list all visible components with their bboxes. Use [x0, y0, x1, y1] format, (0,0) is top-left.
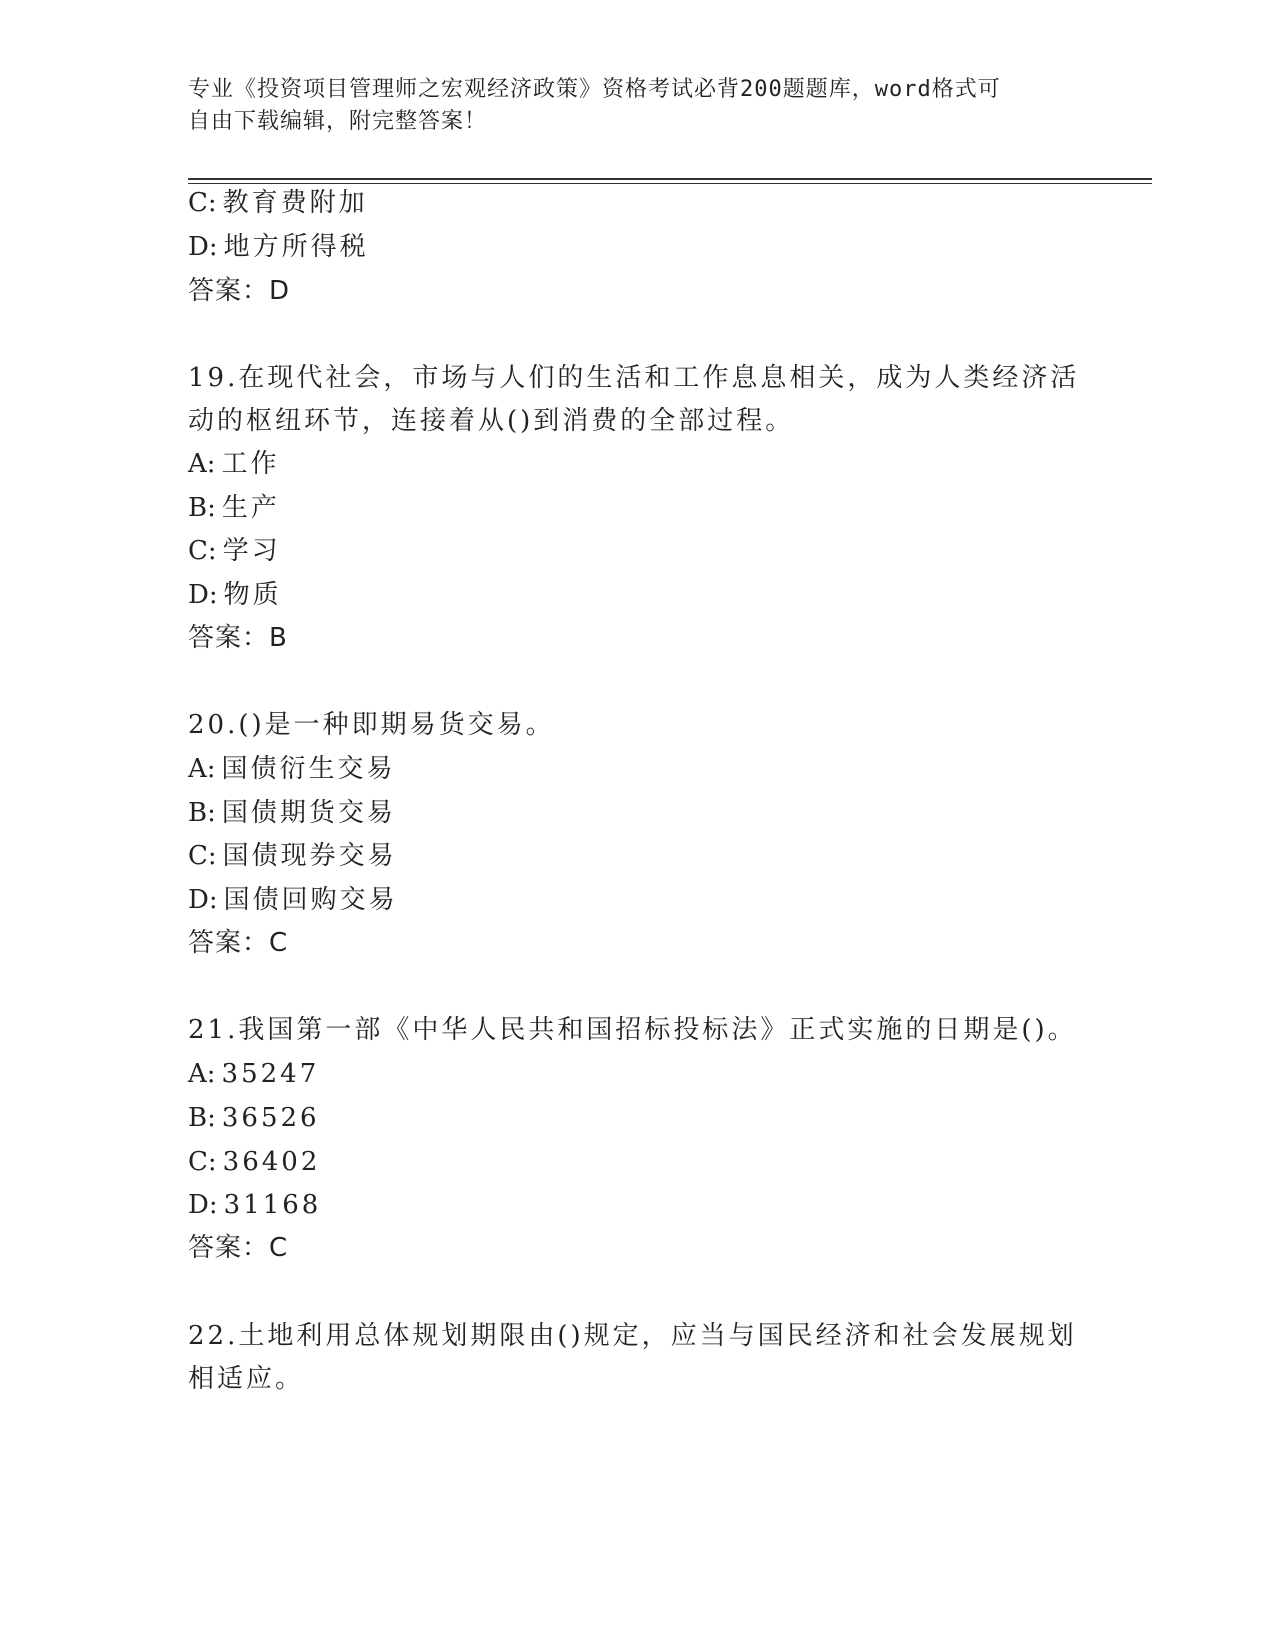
option-text: 地方所得税	[223, 232, 369, 262]
question-text-line: 21.我国第一部《中华人民共和国招标投标法》正式实施的日期是()。	[188, 1015, 1077, 1045]
option-item	[188, 1144, 320, 1180]
option-item	[188, 882, 398, 918]
option-key: C:	[188, 841, 217, 871]
option-key: D:	[188, 885, 218, 915]
question-text-line: 20.()是一种即期易货交易。	[188, 710, 555, 740]
option-item	[188, 229, 369, 265]
question-text-line: 22.土地利用总体规划期限由()规定，应当与国民经济和社会发展规划	[188, 1321, 1077, 1351]
option-key: A:	[188, 754, 216, 784]
option-key: A:	[188, 1059, 216, 1089]
option-text: 31168	[223, 1190, 322, 1220]
option-item	[188, 838, 397, 874]
option-item	[188, 1187, 321, 1223]
option-key: C:	[188, 1147, 217, 1177]
option-text: 国债期货交易	[221, 798, 396, 828]
option-text: 工作	[221, 449, 280, 479]
header-divider-thin	[188, 183, 1152, 184]
question-text-line: 动的枢纽环节，连接着从()到消费的全部过程。	[188, 406, 795, 436]
document-header	[188, 74, 1068, 138]
option-text: 36526	[221, 1103, 320, 1133]
option-key: B:	[188, 798, 216, 828]
option-key: C:	[188, 536, 217, 566]
option-key: D:	[188, 580, 218, 610]
option-key: B:	[188, 1103, 216, 1133]
option-text: 国债现券交易	[222, 841, 397, 871]
option-text: 国债回购交易	[223, 885, 398, 915]
option-item	[188, 533, 281, 569]
option-item	[188, 490, 280, 526]
option-text: 35247	[221, 1059, 320, 1089]
option-key: B:	[188, 493, 216, 523]
question-text-line: 相适应。	[188, 1364, 305, 1394]
header-line-2: 自由下载编辑，附完整答案！	[188, 109, 488, 134]
question-text-line: 19.在现代社会，市场与人们的生活和工作息息相关，成为人类经济活	[188, 363, 1080, 393]
option-item	[188, 795, 396, 831]
option-item	[188, 446, 280, 482]
option-key: A:	[188, 449, 216, 479]
option-text: 教育费附加	[222, 188, 368, 218]
answer-line: 答案：C	[188, 1233, 289, 1263]
option-text: 学习	[222, 536, 281, 566]
option-key: D:	[188, 1190, 218, 1220]
header-divider-thick	[188, 178, 1152, 180]
option-text: 36402	[222, 1147, 321, 1177]
answer-line: 答案：C	[188, 928, 289, 958]
option-item	[188, 751, 396, 787]
option-item	[188, 185, 368, 221]
option-key: D:	[188, 232, 218, 262]
option-text: 生产	[221, 493, 280, 523]
header-line-1: 专业《投资项目管理师之宏观经济政策》资格考试必背200题题库，word格式可	[188, 77, 1001, 102]
answer-line: 答案：D	[188, 276, 291, 306]
option-key: C:	[188, 188, 217, 218]
option-item	[188, 577, 282, 613]
option-item	[188, 1056, 319, 1092]
option-text: 物质	[223, 580, 282, 610]
option-item	[188, 1100, 320, 1136]
answer-line: 答案：B	[188, 623, 288, 653]
option-text: 国债衍生交易	[221, 754, 396, 784]
